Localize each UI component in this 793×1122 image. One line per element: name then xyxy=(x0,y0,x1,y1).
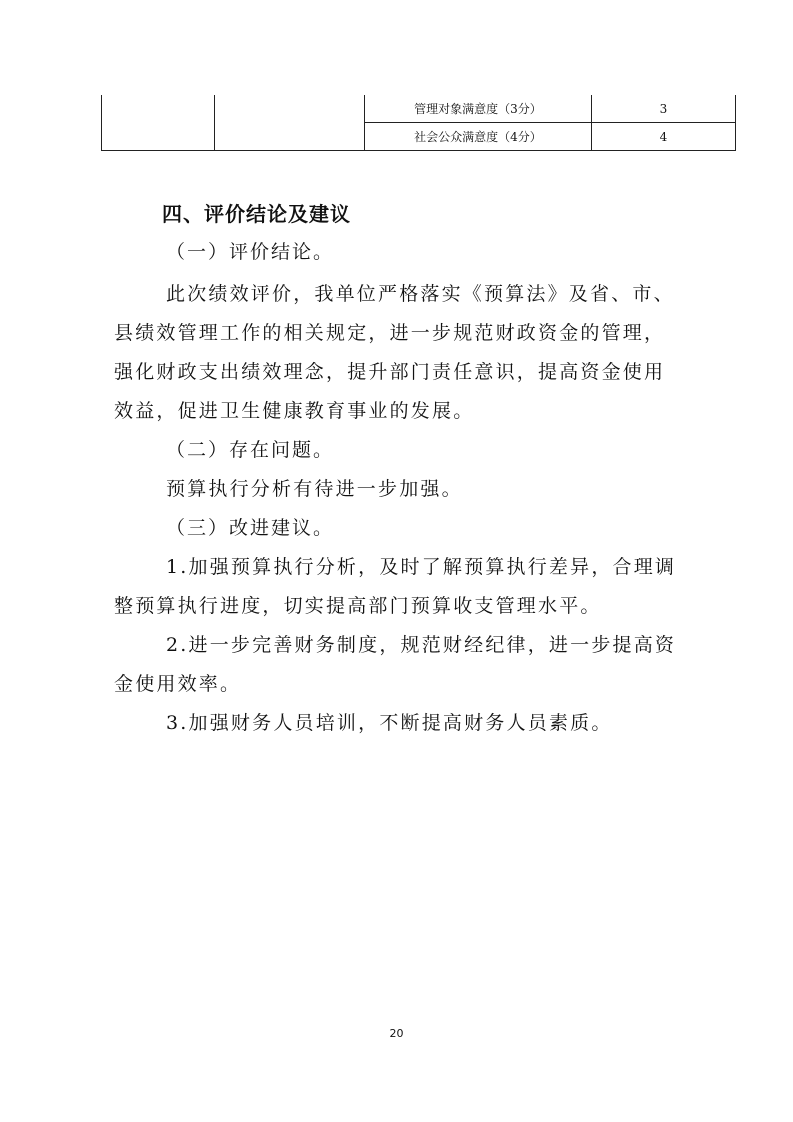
problem-title: （二）存在问题。 xyxy=(166,439,335,461)
paragraph-line: 预算执行分析有待进一步加强。 xyxy=(166,478,463,500)
paragraph-line: 2.进一步完善财务制度，规范财经纪律，进一步提高资 xyxy=(166,634,677,656)
table-cell-indicator: 管理对象满意度（3分） xyxy=(365,95,592,123)
paragraph-line: 整预算执行进度，切实提高部门预算收支管理水平。 xyxy=(114,595,602,617)
paragraph-line: 3.加强财务人员培训，不断提高财务人员素质。 xyxy=(166,712,613,734)
table-row xyxy=(102,95,736,123)
paragraph-line: 效益，促进卫生健康教育事业的发展。 xyxy=(114,400,475,422)
paragraph-line: 此次绩效评价，我单位严格落实《预算法》及省、市、 xyxy=(166,283,675,305)
table-cell-subcategory xyxy=(215,95,365,151)
paragraph-line: 1.加强预算执行分析，及时了解预算执行差异，合理调 xyxy=(166,556,677,578)
table-cell-score: 4 xyxy=(592,123,736,151)
paragraph-line: 金使用效率。 xyxy=(114,673,242,695)
section-heading: 四、评价结论及建议 xyxy=(162,202,351,226)
paragraph-line: 强化财政支出绩效理念，提升部门责任意识，提高资金使用 xyxy=(114,361,666,383)
table-cell-indicator: 社会公众满意度（4分） xyxy=(365,123,592,151)
conclusion-title: （一）评价结论。 xyxy=(166,241,335,263)
paragraph-line: 县绩效管理工作的相关规定，进一步规范财政资金的管理， xyxy=(114,322,666,344)
table-cell-score: 3 xyxy=(592,95,736,123)
score-table-fragment xyxy=(101,95,736,151)
suggestion-title: （三）改进建议。 xyxy=(166,517,335,539)
page-number: 20 xyxy=(389,1027,404,1040)
table-cell-category xyxy=(102,95,215,151)
